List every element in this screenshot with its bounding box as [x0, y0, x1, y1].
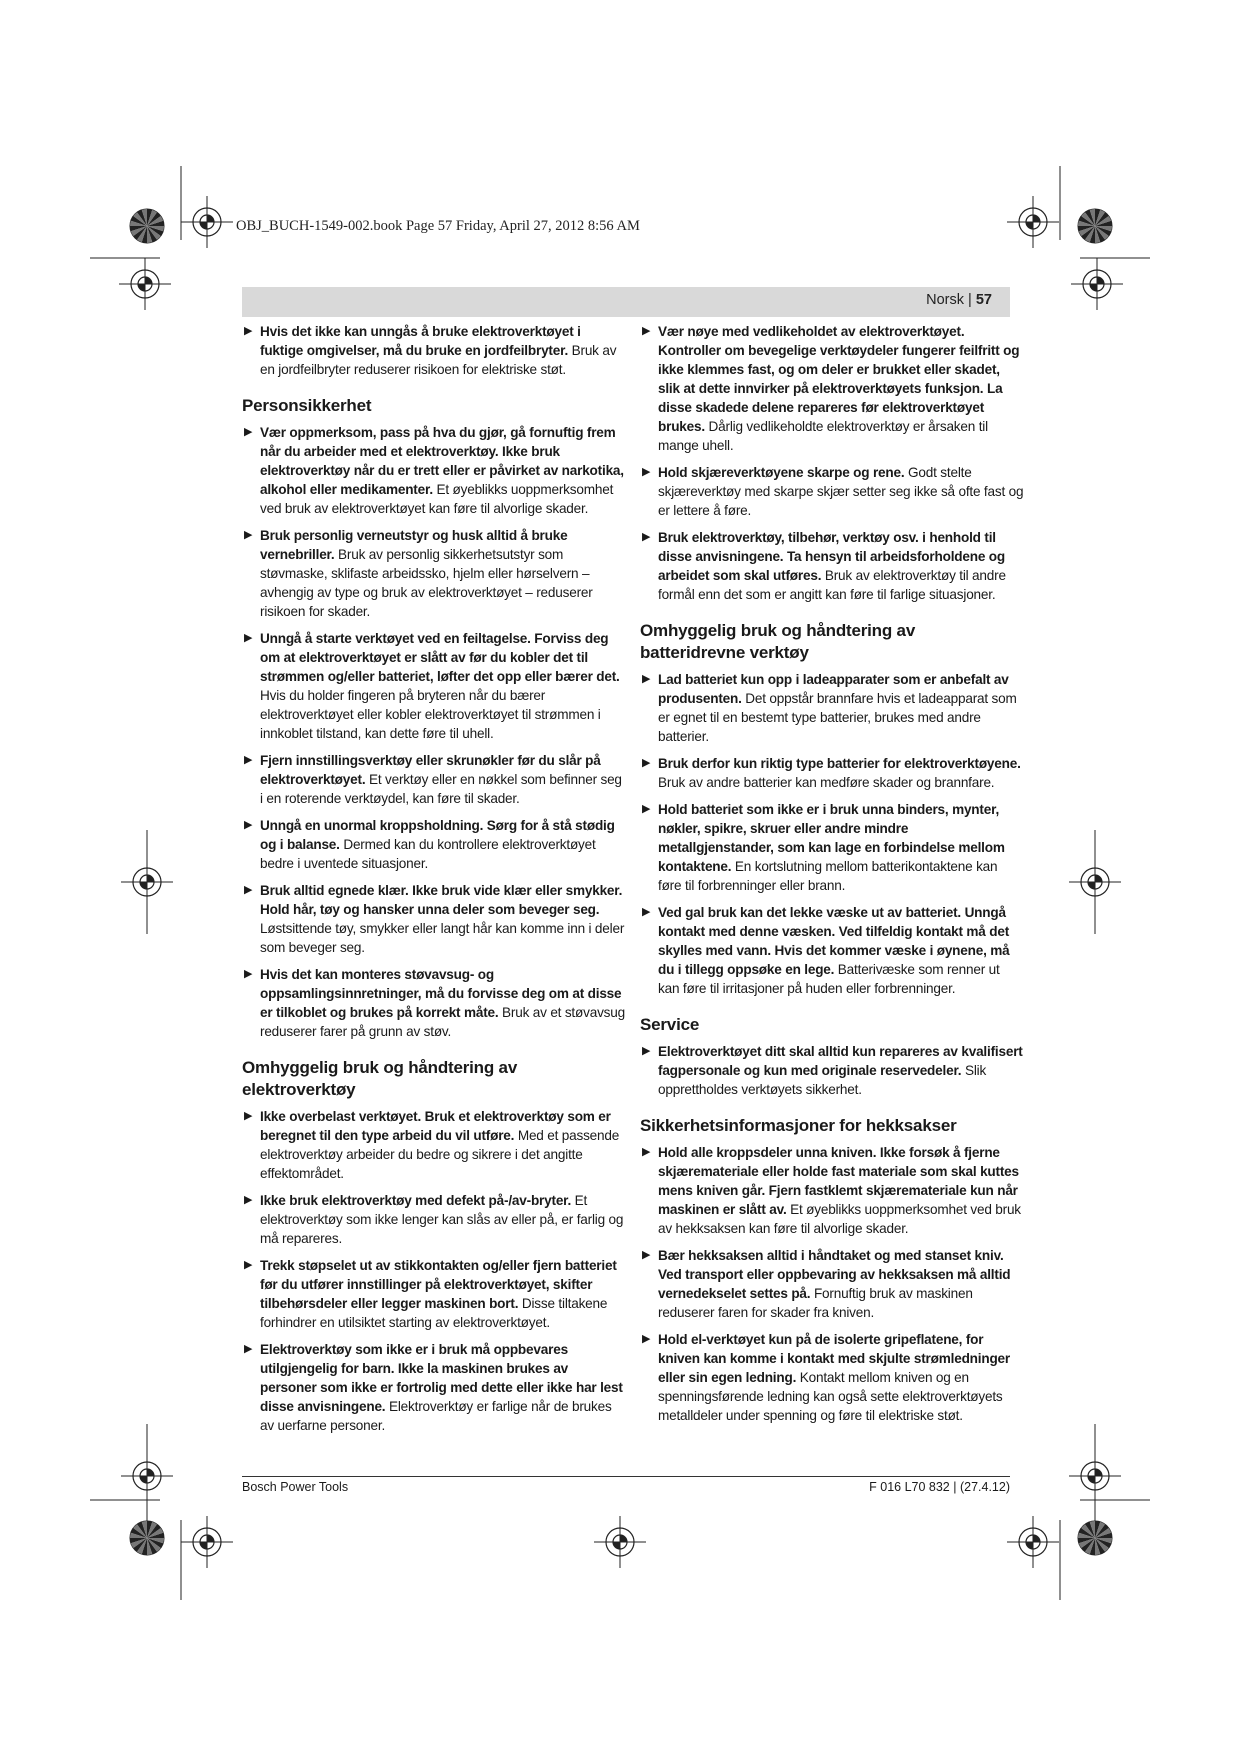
bullet-triangle-icon: ▶ [244, 754, 253, 766]
list-hekksakser [640, 1143, 1024, 1425]
footer-brand: Bosch Power Tools [242, 1480, 349, 1494]
item-bold-text: Elektroverktøy som ikke er i bruk må oppbevares utilgjengelig for barn. Ikke la maskinen brukes av personer som ikke er fortrolig med dette eller ikke har lest disse anvisningene. [260, 1342, 623, 1414]
bullet-triangle-icon: ▶ [642, 1249, 651, 1261]
page-header [926, 292, 992, 308]
list-item [242, 965, 626, 1041]
item-bold-text: Vær oppmerksom, pass på hva du gjør, gå fornuftig frem når du arbeider med et elektroverktøy. Ikke bruk elektroverktøy når du er trett eller er påvirket av narkotika, alkohol eller medikamenter. [260, 425, 624, 497]
list-item [242, 629, 626, 743]
bullet-triangle-icon: ▶ [244, 426, 253, 438]
item-bold-text: Hold alle kroppsdeler unna kniven. Ikke forsøk å fjerne skjæremateriale eller holde fast materiale som skal kuttes mens kniven går. Fjern fastklemt skjæremateriale kun når maskinen er slått av. [658, 1145, 1019, 1217]
item-text: Kontakt mellom kniven og en spenningsførende ledning kan også sette elektroverktøyets metalldeler under spenning og føre til elektriske støt. [658, 1370, 1003, 1423]
item-text: Bruk av et støvavsug reduserer farer på grunn av støv. [260, 1005, 625, 1039]
heading-personsikkerhet: Personsikkerhet [242, 396, 372, 415]
bullet-triangle-icon: ▶ [244, 1194, 253, 1206]
heading-omhyggelig-elektroverktoy: Omhyggelig bruk og håndtering av elektroverktøy [242, 1058, 518, 1099]
item-text: Et verktøy eller en nøkkel som befinner seg i en roterende verktøydel, kan føre til skader. [260, 772, 622, 806]
item-text: Batterivæske som renner ut kan føre til irritasjoner på huden eller forbrenninger. [658, 962, 1000, 996]
heading-service: Service [640, 1015, 700, 1034]
list-item [640, 528, 1024, 604]
bullet-triangle-icon: ▶ [642, 1333, 651, 1345]
header-language: Norsk [926, 292, 965, 308]
bullet-triangle-icon: ▶ [244, 819, 253, 831]
bullet-triangle-icon: ▶ [244, 1343, 253, 1355]
bullet-triangle-icon: ▶ [642, 1146, 651, 1158]
bullet-triangle-icon: ▶ [244, 968, 253, 980]
footer-rule [242, 1476, 1010, 1477]
item-bold-text: Hold el-verktøyet kun på de isolerte gripeflatene, for kniven kan komme i kontakt med skjulte strømledninger eller sin egen ledning. [658, 1332, 1011, 1385]
list-item [242, 322, 626, 379]
item-bold-text: Hvis det kan monteres støvavsug- og oppsamlingsinnretninger, må du forvisse deg om at disse er tilkoblet og brukes på korrekt måte. [260, 967, 622, 1020]
bullet-triangle-icon: ▶ [244, 1110, 253, 1122]
list-item [640, 463, 1024, 520]
list-personsikkerhet [242, 423, 626, 1041]
bullet-triangle-icon: ▶ [244, 529, 253, 541]
right-column [640, 322, 1024, 1433]
item-text: Dårlig vedlikeholdte elektroverktøy er årsaken til mange uhell. [658, 419, 988, 453]
list-item [640, 1246, 1024, 1322]
item-bold-text: Bruk personlig verneutstyr og husk alltid å bruke vernebriller. [260, 528, 568, 562]
bullet-triangle-icon: ▶ [642, 803, 651, 815]
item-text: Det oppstår brannfare hvis et ladeapparat som er egnet til en bestemt type batterier, brukes med andre batterier. [658, 691, 1017, 744]
item-text: Med et passende elektroverktøy arbeider du bedre og sikrere i det angitte effektområdet. [260, 1128, 620, 1181]
list-item [640, 903, 1024, 998]
bullet-triangle-icon: ▶ [244, 325, 253, 337]
item-text: Et elektroverktøy som ikke lenger kan slås av eller på, er farlig og må repareres. [260, 1193, 624, 1246]
list-item [242, 1107, 626, 1183]
item-bold-text: Unngå en unormal kroppsholdning. Sørg for å stå stødig og i balanse. [260, 818, 615, 852]
item-bold-text: Lad batteriet kun opp i ladeapparater som er anbefalt av produsenten. [658, 672, 1009, 706]
list-item [242, 526, 626, 621]
item-bold-text: Vær nøye med vedlikeholdet av elektroverktøyet. Kontroller om bevegelige verktøydeler fungerer feilfritt og ikke klemmes fast, og om deler er brukket eller skadet, slik at dette innvirker på elektroverktøyets funksjon. La disse skadede delene repareres før elektroverktøyet brukes. [658, 324, 1020, 434]
left-column [242, 322, 626, 1443]
item-text: Slik opprettholdes verktøyets sikkerhet. [658, 1063, 987, 1097]
item-bold-text: Ikke bruk elektroverktøy med defekt på-/av-bryter. [260, 1193, 572, 1208]
item-bold-text: Bruk derfor kun riktig type batterier for elektroverktøyene. [658, 756, 1021, 771]
header-separator: | [968, 292, 972, 308]
item-text: Bruk av personlig sikkerhetsutstyr som støvmaske, sklifaste arbeidssko, hjelm eller hørselvern – avhengig av type og bruk av elektroverktøyet – reduserer risikoen for skader. [260, 547, 593, 619]
item-text: Løstsittende tøy, smykker eller langt hår kan komme inn i deler som beveger seg. [260, 921, 625, 955]
bullet-triangle-icon: ▶ [244, 1259, 253, 1271]
list-item [640, 1143, 1024, 1238]
item-text: Dermed kan du kontrollere elektroverktøyet bedre i uventede situasjoner. [260, 837, 596, 871]
item-text: Fornuftig bruk av maskinen reduserer faren for skader fra kniven. [658, 1286, 973, 1320]
heading-batteridrevne: Omhyggelig bruk og håndtering av batteridrevne verktøy [640, 621, 916, 662]
item-text: Disse tiltakene forhindrer en utilsiktet starting av elektroverktøyet. [260, 1296, 608, 1330]
item-text: En kortslutning mellom batterikontaktene kan føre til forbrenninger eller brann. [658, 859, 998, 893]
list-item [640, 800, 1024, 895]
list-omhyggelig-elektroverktoy [242, 1107, 626, 1435]
item-bold-text: Unngå å starte verktøyet ved en feiltagelse. Forviss deg om at elektroverktøyet er slått av før du kobler det til strømmen og/eller batteriet, løfter det opp eller bærer det. [260, 631, 620, 684]
list-item [640, 754, 1024, 792]
page-header-bar [242, 287, 1010, 317]
list-item [242, 816, 626, 873]
list-item [242, 1191, 626, 1248]
footer-docnumber: F 016 L70 832 | (27.4.12) [869, 1480, 1010, 1494]
book-info-line: OBJ_BUCH-1549-002.book Page 57 Friday, April 27, 2012 8:56 AM [236, 218, 640, 234]
item-text: Hvis du holder fingeren på bryteren når du bærer elektroverktøyet eller kobler elektroverktøyet til strømmen i innkoblet tilstand, kan dette føre til uhell. [260, 688, 601, 741]
bullet-triangle-icon: ▶ [642, 906, 651, 918]
list-vedlikehold [640, 322, 1024, 604]
item-bold-text: Bær hekksaksen alltid i håndtaket og med stanset kniv. Ved transport eller oppbevaring av hekksaksen må alltid vernedekselet settes på. [658, 1248, 1011, 1301]
item-bold-text: Ikke overbelast verktøyet. Bruk et elektroverktøy som er beregnet til den type arbeid du vil utføre. [260, 1109, 611, 1143]
list-item [640, 1330, 1024, 1425]
item-text: Bruk av en jordfeilbryter reduserer risikoen for elektriske støt. [260, 343, 617, 377]
item-bold-text: Bruk elektroverktøy, tilbehør, verktøy osv. i henhold til disse anvisningene. Ta hensyn til arbeidsforholdene og arbeidet som skal utføres. [658, 530, 1005, 583]
list-item [242, 1340, 626, 1435]
list-item [640, 1042, 1024, 1099]
item-text: Et øyeblikks uoppmerksomhet ved bruk av hekksaksen kan føre til alvorlige skader. [658, 1202, 1021, 1236]
item-bold-text: Ved gal bruk kan det lekke væske ut av batteriet. Unngå kontakt med denne væsken. Ved tilfeldig kontakt må det skylles med vann. Hvis det kommer væske i øynene, må du i tillegg oppsøke en lege. [658, 905, 1010, 977]
list-intro [242, 322, 626, 379]
item-bold-text: Bruk alltid egnede klær. Ikke bruk vide klær eller smykker. Hold hår, tøy og hansker unna deler som beveger seg. [260, 883, 623, 917]
item-bold-text: Hold batteriet som ikke er i bruk unna binders, mynter, nøkler, spikre, skruer eller andre mindre metallgjenstander, som kan lage en forbindelse mellom kontaktene. [658, 802, 1005, 874]
list-item [242, 1256, 626, 1332]
list-item [640, 670, 1024, 746]
bullet-triangle-icon: ▶ [642, 325, 651, 337]
list-batteridrevne [640, 670, 1024, 998]
page-number: 57 [975, 292, 992, 308]
item-bold-text: Hold skjæreverktøyene skarpe og rene. [658, 465, 905, 480]
item-text: Godt stelte skjæreverktøy med skarpe skjær setter seg ikke så ofte fast og er lettere å føre. [658, 465, 1024, 518]
bullet-triangle-icon: ▶ [642, 1045, 651, 1057]
item-bold-text: Elektroverktøyet ditt skal alltid kun repareres av kvalifisert fagpersonale og kun med originale reservedeler. [658, 1044, 1023, 1078]
bullet-triangle-icon: ▶ [642, 531, 651, 543]
item-bold-text: Trekk støpselet ut av stikkontakten og/eller fjern batteriet før du utfører innstillinger på elektroverktøyet, skifter tilbehørsdeler eller legger maskinen bort. [260, 1258, 617, 1311]
list-item [242, 881, 626, 957]
bullet-triangle-icon: ▶ [642, 757, 651, 769]
bullet-triangle-icon: ▶ [244, 632, 253, 644]
bullet-triangle-icon: ▶ [642, 466, 651, 478]
list-item [242, 751, 626, 808]
item-text: Bruk av andre batterier kan medføre skader og brannfare. [658, 775, 995, 790]
item-bold-text: Fjern innstillingsverktøy eller skrunøkler før du slår på elektroverktøyet. [260, 753, 601, 787]
item-text: Elektroverktøy er farlige når de brukes av uerfarne personer. [260, 1399, 612, 1433]
item-text: Et øyeblikks uoppmerksomhet ved bruk av elektroverktøyet kan føre til alvorlige skader. [260, 482, 614, 516]
list-item [640, 322, 1024, 455]
bullet-triangle-icon: ▶ [244, 884, 253, 896]
list-service [640, 1042, 1024, 1099]
item-text: Bruk av elektroverktøy til andre formål enn det som er angitt kan føre til farlige situasjoner. [658, 568, 1006, 602]
item-bold-text: Hvis det ikke kan unngås å bruke elektroverktøyet i fuktige omgivelser, må du bruke en jordfeilbryter. [260, 324, 581, 358]
list-item [242, 423, 626, 518]
heading-hekksakser: Sikkerhetsinformasjoner for hekksakser [640, 1116, 957, 1135]
bullet-triangle-icon: ▶ [642, 673, 651, 685]
